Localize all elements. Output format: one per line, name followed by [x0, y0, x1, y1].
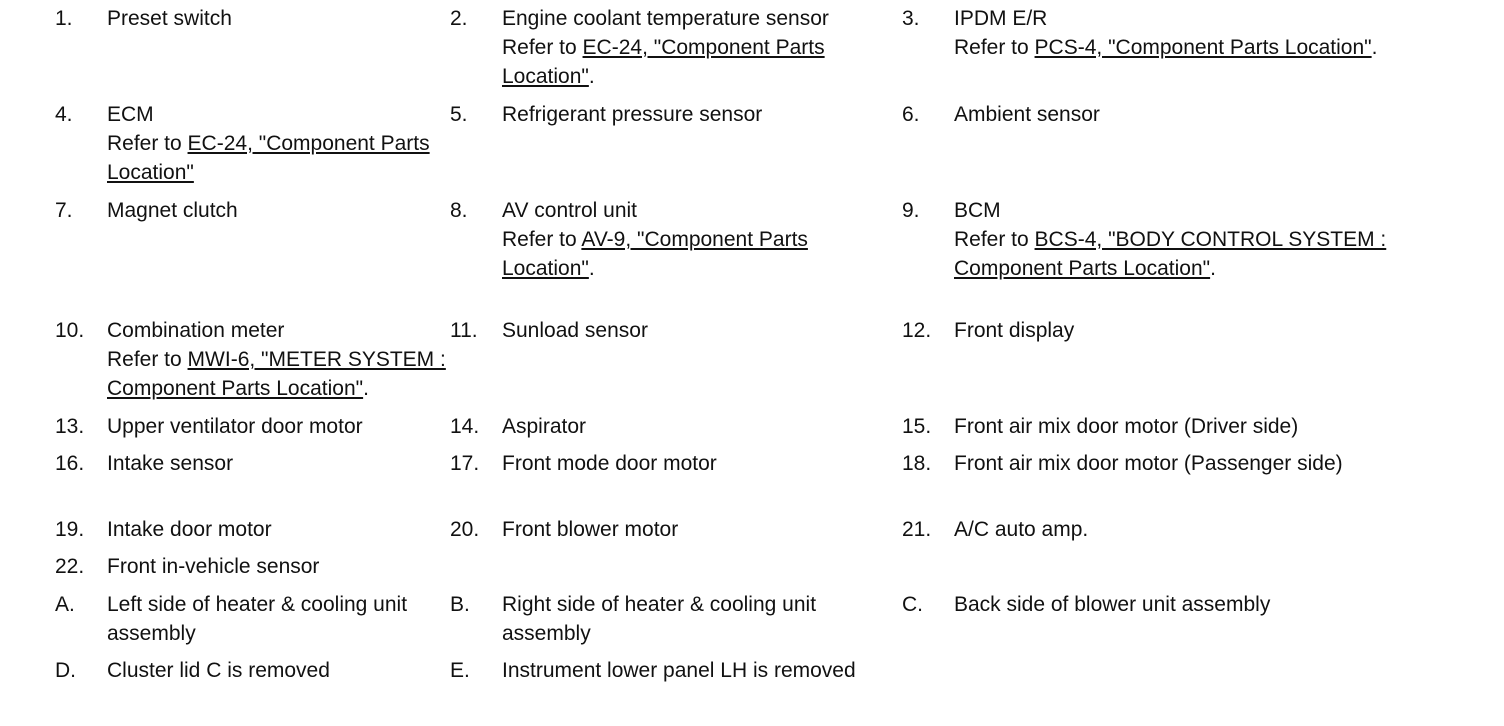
legend-item [0, 196, 450, 225]
item-number: 13. [55, 415, 85, 438]
item-description: Magnet clutch [107, 199, 238, 222]
item-reference [107, 345, 450, 403]
legend-item [450, 449, 902, 478]
legend-item [450, 4, 902, 91]
legend-item [902, 412, 1450, 441]
item-reference [502, 33, 902, 91]
legend-item [0, 552, 450, 581]
reference-prefix: Refer to [502, 36, 583, 59]
legend-item [902, 4, 1450, 62]
reference-suffix: . [588, 257, 595, 280]
legend-row [0, 100, 1504, 196]
item-description: Front in-vehicle sensor [107, 555, 320, 578]
legend-row [0, 590, 1504, 656]
legend-item [0, 515, 450, 544]
item-description: A/C auto amp. [954, 518, 1089, 541]
item-number: 6. [902, 103, 920, 126]
item-number: B. [450, 593, 470, 616]
legend-item [0, 656, 450, 685]
item-description: Combination meter [107, 319, 285, 342]
legend-row [0, 656, 1504, 714]
item-reference [954, 33, 1450, 62]
legend-item [0, 412, 450, 441]
item-reference [107, 129, 450, 187]
item-description: IPDM E/R [954, 7, 1048, 30]
legend-row [0, 316, 1504, 412]
reference-link[interactable]: AV-9, "Component Parts Location" [502, 228, 808, 280]
reference-suffix: . [1371, 36, 1378, 59]
item-number: 1. [55, 7, 73, 30]
item-description: Sunload sensor [502, 319, 648, 342]
item-number: 21. [902, 518, 932, 541]
legend-item [902, 100, 1450, 129]
item-description: Right side of heater & cooling unit assembly [502, 593, 817, 645]
item-description: Front display [954, 319, 1075, 342]
reference-prefix: Refer to [107, 132, 188, 155]
item-number: 17. [450, 452, 480, 475]
legend-item [902, 316, 1450, 345]
legend-item [450, 196, 902, 283]
item-description: Front mode door motor [502, 452, 717, 475]
legend-item [0, 590, 450, 648]
item-description: Intake door motor [107, 518, 272, 541]
reference-prefix: Refer to [502, 228, 582, 251]
legend-item [450, 656, 902, 685]
legend-item [0, 100, 450, 187]
item-description: Front blower motor [502, 518, 679, 541]
item-description: ECM [107, 103, 154, 126]
item-number: 19. [55, 518, 85, 541]
item-number: 22. [55, 555, 85, 578]
legend-row [0, 196, 1504, 316]
legend-item [0, 449, 450, 478]
legend-row [0, 449, 1504, 515]
item-description: Front air mix door motor (Driver side) [954, 415, 1299, 438]
item-number: 8. [450, 199, 468, 222]
item-description: Upper ventilator door motor [107, 415, 363, 438]
item-number: 10. [55, 319, 85, 342]
item-description: Instrument lower panel LH is removed [502, 659, 856, 682]
item-description: Cluster lid C is removed [107, 659, 330, 682]
item-reference [954, 225, 1450, 283]
legend-item [450, 100, 902, 129]
legend-item [902, 449, 1450, 478]
legend-row [0, 4, 1504, 100]
item-number: 16. [55, 452, 85, 475]
legend-item [902, 515, 1450, 544]
legend-item [0, 316, 450, 403]
legend-item [902, 590, 1450, 619]
reference-link[interactable]: EC-24, "Component Parts Location" [107, 132, 430, 184]
item-number: 9. [902, 199, 920, 222]
legend-row [0, 412, 1504, 449]
reference-suffix: . [588, 65, 595, 88]
legend-item [450, 590, 902, 648]
reference-prefix: Refer to [107, 348, 188, 371]
item-number: 5. [450, 103, 468, 126]
item-number: 18. [902, 452, 932, 475]
reference-link[interactable]: PCS-4, "Component Parts Location" [1034, 36, 1372, 59]
item-number: 3. [902, 7, 920, 30]
reference-prefix: Refer to [954, 36, 1035, 59]
item-number: A. [55, 593, 75, 616]
item-reference [502, 225, 902, 283]
item-number: 15. [902, 415, 932, 438]
item-number: 14. [450, 415, 480, 438]
legend-row [0, 552, 1504, 590]
item-number: 7. [55, 199, 73, 222]
reference-link[interactable]: BCS-4, "BODY CONTROL SYSTEM : Component Parts Location" [954, 228, 1387, 280]
legend-item [450, 316, 902, 345]
item-number: C. [902, 593, 923, 616]
item-number: 4. [55, 103, 73, 126]
reference-link[interactable]: MWI-6, "METER SYSTEM : Component Parts Location" [107, 348, 446, 400]
item-number: 20. [450, 518, 480, 541]
reference-suffix: . [1210, 257, 1216, 280]
legend-item [0, 4, 450, 33]
item-description: Intake sensor [107, 452, 234, 475]
item-description: Left side of heater & cooling unit assembly [107, 593, 408, 645]
component-legend [0, 4, 1504, 714]
item-description: BCM [954, 199, 1001, 222]
item-description: Refrigerant pressure sensor [502, 103, 763, 126]
item-description: Preset switch [107, 7, 232, 30]
item-number: 11. [450, 319, 478, 342]
item-number: 12. [902, 319, 932, 342]
reference-link[interactable]: EC-24, "Component Parts Location" [502, 36, 825, 88]
reference-suffix: . [363, 377, 369, 400]
reference-prefix: Refer to [954, 228, 1035, 251]
item-description: Aspirator [502, 415, 587, 438]
item-description: Front air mix door motor (Passenger side) [954, 452, 1343, 475]
item-description: Engine coolant temperature sensor [502, 7, 829, 30]
item-description: AV control unit [502, 199, 638, 222]
item-number: E. [450, 659, 470, 682]
legend-row [0, 515, 1504, 552]
legend-item [450, 515, 902, 544]
legend-item [902, 196, 1450, 283]
item-number: D. [55, 659, 76, 682]
legend-item [450, 412, 902, 441]
item-description: Back side of blower unit assembly [954, 593, 1271, 616]
item-number: 2. [450, 7, 468, 30]
item-description: Ambient sensor [954, 103, 1100, 126]
